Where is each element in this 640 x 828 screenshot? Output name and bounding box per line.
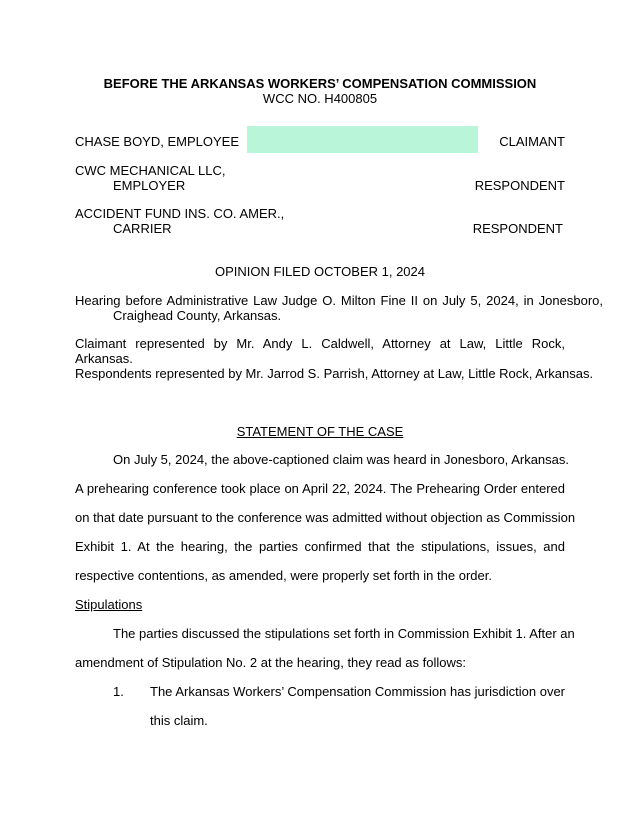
statement-heading	[75, 424, 565, 439]
hearing-paragraph: Hearing before Administrative Law Judge O. Milton Fine II on July 5, 2024, in Jonesboro, Craighead County, Arkansas.	[75, 293, 603, 323]
statement-line-3: on that date pursuant to the conference was admitted without objection as Commission	[75, 510, 576, 525]
claimant-representation: Claimant represented by Mr. Andy L. Caldwell, Attorney at Law, Little Rock, Arkansas.	[75, 336, 565, 366]
party-carrier-role: RESPONDENT	[472, 221, 563, 236]
statement-line-4: Exhibit 1. At the hearing, the parties confirmed that the stipulations, issues, and	[75, 539, 565, 554]
stipulations-heading-text: Stipulations	[75, 597, 143, 612]
opinion-filed-date: OPINION FILED OCTOBER 1, 2024	[215, 264, 425, 279]
party-employer-name: CWC MECHANICAL LLC,	[75, 163, 226, 178]
wcc-number: WCC NO. H400805	[262, 91, 378, 106]
party-claimant-role: CLAIMANT	[499, 134, 565, 149]
stipulations-intro-line-1: The parties discussed the stipulations set forth in Commission Exhibit 1. After an	[113, 626, 575, 641]
statement-heading-text: STATEMENT OF THE CASE	[236, 424, 404, 439]
party-employer-role: RESPONDENT	[474, 178, 565, 193]
commission-heading: BEFORE THE ARKANSAS WORKERS’ COMPENSATION COMMISSION	[103, 76, 537, 91]
stipulation-1-line-1: The Arkansas Workers’ Compensation Commission has jurisdiction over	[150, 684, 565, 699]
party-employer-type: EMPLOYER	[113, 178, 186, 193]
party-carrier-name: ACCIDENT FUND INS. CO. AMER.,	[75, 206, 285, 221]
respondents-representation: Respondents represented by Mr. Jarrod S. Parrish, Attorney at Law, Little Rock, Arkansas.	[75, 366, 594, 381]
statement-line-5: respective contentions, as amended, were properly set forth in the order.	[75, 568, 492, 583]
stipulation-1-line-2: this claim.	[150, 713, 208, 728]
statement-line-2: A prehearing conference took place on April 22, 2024. The Prehearing Order entered	[75, 481, 565, 496]
stipulations-heading	[75, 597, 142, 612]
party-claimant-name: CHASE BOYD, EMPLOYEE	[75, 134, 239, 149]
stipulation-1-number: 1.	[113, 684, 124, 699]
stipulations-intro-line-2: amendment of Stipulation No. 2 at the hearing, they read as follows:	[75, 655, 466, 670]
party-carrier-type: CARRIER	[113, 221, 172, 236]
statement-line-1: On July 5, 2024, the above-captioned claim was heard in Jonesboro, Arkansas.	[113, 452, 569, 467]
